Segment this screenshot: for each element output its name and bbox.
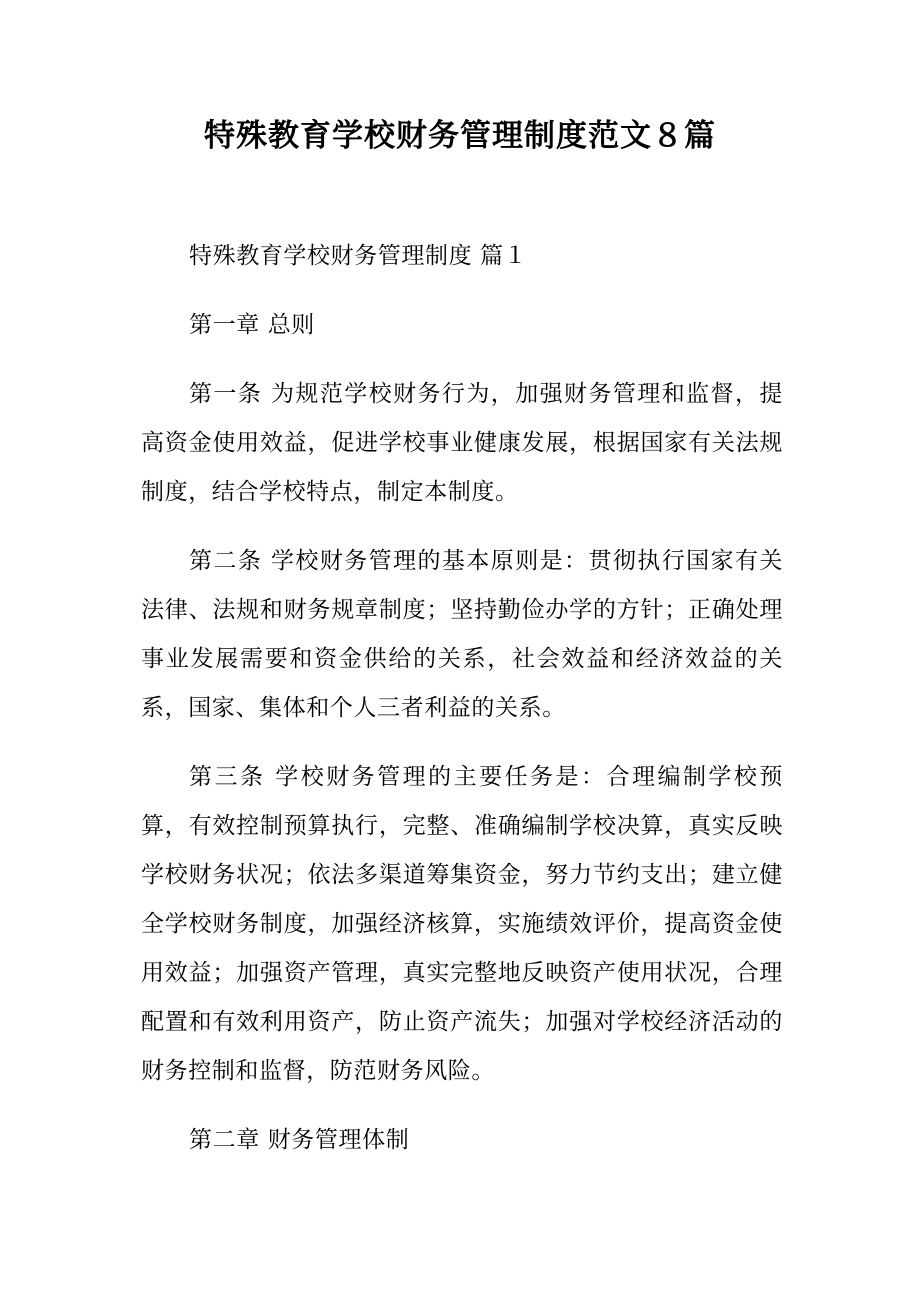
article-paragraph: 第一条 为规范学校财务行为，加强财务管理和监督，提高资金使用效益，促进学校事业健康发展，根据国家有关法规制度，结合学校特点，制定本制度。 [141, 381, 783, 505]
document-body [141, 232, 783, 1185]
article-paragraph: 第三条 学校财务管理的主要任务是：合理编制学校预算，有效控制预算执行，完整、准确编制学校决算，真实反映学校财务状况；依法多渠道筹集资金，努力节约支出；建立健全学校财务制度，加强经济核算，实施绩效评价，提高资金使用效益；加强资产管理，真实完整地反映资产使用状况，合理配置和有效利用资产，防止资产流失；加强对学校经济活动的财务控制和监督，防范财务风险。 [141, 764, 783, 1084]
article-paragraph: 第二条 学校财务管理的基本原则是：贯彻执行国家有关法律、法规和财务规章制度；坚持勤俭办学的方针；正确处理事业发展需要和资金供给的关系，社会效益和经济效益的关系，国家、集体和个人三者利益的关系。 [141, 548, 783, 721]
chapter-heading: 第二章 财务管理体制 [189, 1127, 410, 1153]
chapter-heading: 第一章 总则 [189, 312, 315, 338]
section-heading: 特殊教育学校财务管理制度 篇１ [189, 243, 528, 269]
document-title: 特殊教育学校财务管理制度范文８篇 [204, 118, 716, 154]
